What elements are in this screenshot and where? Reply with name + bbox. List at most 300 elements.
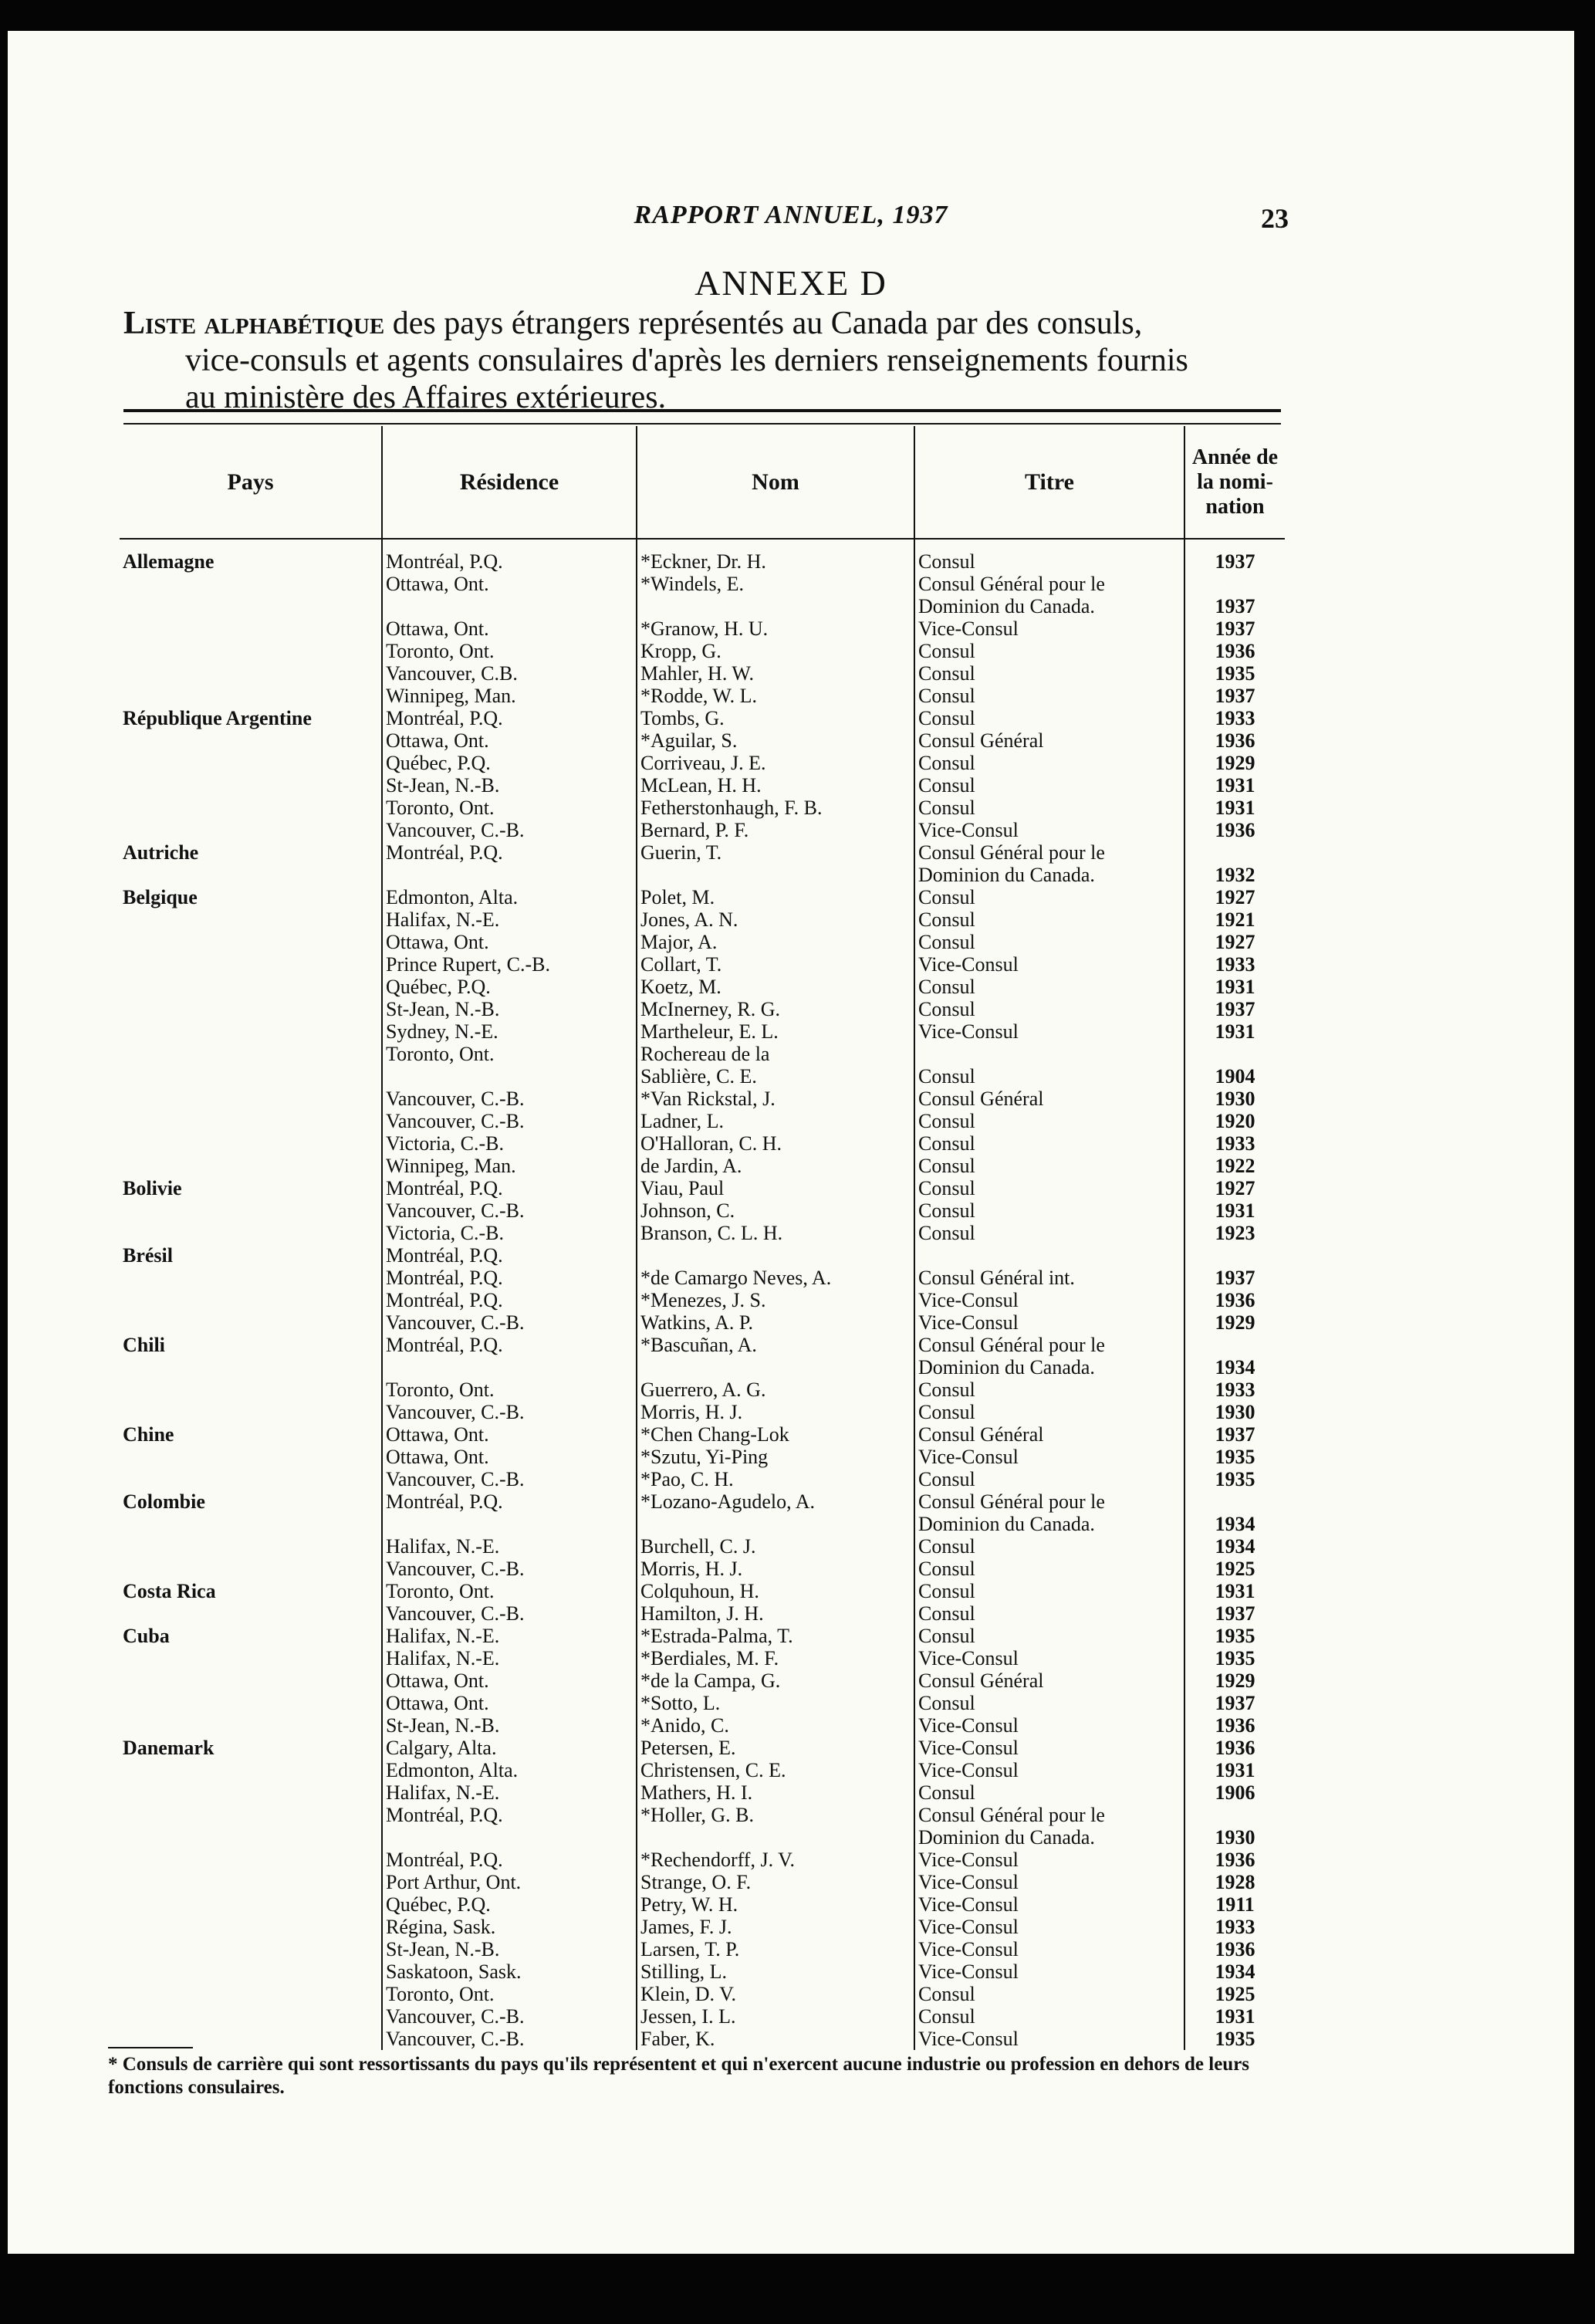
- cell-nom: *Bascuñan, A.: [637, 1334, 914, 1356]
- cell-residence: [382, 595, 637, 617]
- cell-residence: Vancouver, C.-B.: [382, 1468, 637, 1490]
- cell-pays: [120, 1602, 382, 1625]
- cell-titre: Vice-Consul: [914, 1960, 1184, 1983]
- cell-annee: [1184, 573, 1285, 595]
- cell-titre: Consul: [914, 752, 1184, 774]
- cell-nom: Viau, Paul: [637, 1177, 914, 1199]
- cell-nom: Branson, C. L. H.: [637, 1222, 914, 1244]
- cell-titre: Consul: [914, 640, 1184, 662]
- cell-residence: Edmonton, Alta.: [382, 886, 637, 908]
- table-row: [120, 1155, 1285, 1177]
- table-row: [120, 640, 1285, 662]
- cell-nom: [637, 595, 914, 617]
- cell-titre: Vice-Consul: [914, 1020, 1184, 1043]
- table-row: [120, 662, 1285, 685]
- cell-titre: Consul Général pour le: [914, 1334, 1184, 1356]
- cell-residence: Montréal, P.Q.: [382, 1289, 637, 1311]
- cell-annee: 1931: [1184, 1580, 1285, 1602]
- cell-annee: 1923: [1184, 1222, 1285, 1244]
- cell-pays: [120, 1379, 382, 1401]
- cell-nom: Hamilton, J. H.: [637, 1602, 914, 1625]
- cell-titre: Consul Général pour le: [914, 1490, 1184, 1513]
- cell-nom: [637, 864, 914, 886]
- cell-titre: Consul Général int.: [914, 1267, 1184, 1289]
- table-row: [120, 1110, 1285, 1132]
- cell-titre: Consul: [914, 908, 1184, 931]
- cell-annee: 1936: [1184, 640, 1285, 662]
- cell-titre: Consul: [914, 1602, 1184, 1625]
- cell-residence: [382, 1065, 637, 1088]
- cell-pays: [120, 1804, 382, 1826]
- cell-pays: [120, 1960, 382, 1983]
- cell-nom: Tombs, G.: [637, 707, 914, 729]
- cell-nom: Guerin, T.: [637, 841, 914, 864]
- table-row: [120, 2005, 1285, 2028]
- cell-pays: Allemagne: [123, 550, 215, 573]
- cell-titre: Consul: [914, 1535, 1184, 1558]
- cell-titre: Consul Général pour le: [914, 573, 1184, 595]
- table-row: [120, 1020, 1285, 1043]
- cell-pays: [120, 1020, 382, 1043]
- cell-titre: Consul: [914, 976, 1184, 998]
- running-title: RAPPORT ANNUEL, 1937: [634, 201, 948, 229]
- cell-nom: *Windels, E.: [637, 573, 914, 595]
- header-pays: Pays: [120, 426, 382, 539]
- document-page: [8, 31, 1574, 2254]
- cell-residence: Vancouver, C.-B.: [382, 2005, 637, 2028]
- table-row: [120, 841, 1285, 864]
- table-row: [120, 1423, 1285, 1446]
- cell-nom: [637, 1513, 914, 1535]
- cell-annee: 1937: [1184, 1423, 1285, 1446]
- cell-residence: Vancouver, C.-B.: [382, 2028, 637, 2050]
- cell-nom: Petry, W. H.: [637, 1893, 914, 1916]
- cell-annee: 1937: [1184, 595, 1285, 617]
- cell-pays: [120, 1513, 382, 1535]
- table-row: [120, 1334, 1285, 1356]
- cell-annee: 1937: [1184, 1602, 1285, 1625]
- cell-titre: Vice-Consul: [914, 617, 1184, 640]
- table-row: [120, 617, 1285, 640]
- cell-titre: Consul Général pour le: [914, 1804, 1184, 1826]
- table-row: [120, 1826, 1285, 1849]
- cell-annee: 1931: [1184, 774, 1285, 797]
- cell-pays: [120, 1826, 382, 1849]
- cell-pays: [120, 662, 382, 685]
- cell-titre: Vice-Consul: [914, 1759, 1184, 1781]
- table-row: [120, 1132, 1285, 1155]
- table-row: [120, 1759, 1285, 1781]
- cell-pays: [120, 1983, 382, 2005]
- intro-lead: Liste alphabétique: [123, 306, 385, 341]
- cell-residence: [382, 1826, 637, 1849]
- cell-annee: [1184, 1244, 1285, 1267]
- cell-residence: Ottawa, Ont.: [382, 931, 637, 953]
- cell-residence: Winnipeg, Man.: [382, 1155, 637, 1177]
- table-row: [120, 752, 1285, 774]
- cell-nom: Klein, D. V.: [637, 1983, 914, 2005]
- cell-annee: 1930: [1184, 1401, 1285, 1423]
- cell-pays: République Argentine: [123, 707, 312, 729]
- cell-pays: Brésil: [123, 1244, 173, 1267]
- cell-annee: 1922: [1184, 1155, 1285, 1177]
- cell-residence: Vancouver, C.B.: [382, 662, 637, 685]
- cell-annee: 1937: [1184, 1267, 1285, 1289]
- cell-titre: Consul: [914, 1625, 1184, 1647]
- cell-annee: 1936: [1184, 819, 1285, 841]
- cell-nom: [637, 1826, 914, 1849]
- table-row: [120, 595, 1285, 617]
- cell-nom: *Anido, C.: [637, 1714, 914, 1737]
- cell-nom: Watkins, A. P.: [637, 1311, 914, 1334]
- table-row: [120, 1535, 1285, 1558]
- cell-annee: 1911: [1184, 1893, 1285, 1916]
- cell-residence: Edmonton, Alta.: [382, 1759, 637, 1781]
- cell-annee: 1937: [1184, 550, 1285, 573]
- cell-nom: *Chen Chang-Lok: [637, 1423, 914, 1446]
- cell-nom: Mathers, H. I.: [637, 1781, 914, 1804]
- cell-annee: 1933: [1184, 1916, 1285, 1938]
- table-row: [120, 1849, 1285, 1871]
- cell-residence: St-Jean, N.-B.: [382, 774, 637, 797]
- table-row: [120, 1289, 1285, 1311]
- cell-annee: 1931: [1184, 797, 1285, 819]
- cell-residence: Montréal, P.Q.: [382, 707, 637, 729]
- cell-nom: *Lozano-Agudelo, A.: [637, 1490, 914, 1513]
- cell-annee: [1184, 1490, 1285, 1513]
- intro-paragraph: [123, 305, 1289, 416]
- cell-pays: Danemark: [123, 1737, 215, 1759]
- table-row: [120, 573, 1285, 595]
- cell-nom: Strange, O. F.: [637, 1871, 914, 1893]
- cell-annee: 1930: [1184, 1826, 1285, 1849]
- table-row: [120, 729, 1285, 752]
- cell-annee: 1935: [1184, 1647, 1285, 1669]
- cell-pays: Autriche: [123, 841, 199, 864]
- cell-pays: [120, 1849, 382, 1871]
- intro-line-2: vice-consuls et agents consulaires d'après les derniers renseignements fournis: [185, 343, 1188, 378]
- cell-residence: Vancouver, C.-B.: [382, 1110, 637, 1132]
- cell-nom: Sablière, C. E.: [637, 1065, 914, 1088]
- cell-nom: de Jardin, A.: [637, 1155, 914, 1177]
- cell-nom: *Menezes, J. S.: [637, 1289, 914, 1311]
- cell-titre: Vice-Consul: [914, 1647, 1184, 1669]
- cell-annee: [1184, 1043, 1285, 1065]
- cell-pays: [120, 1155, 382, 1177]
- cell-nom: Corriveau, J. E.: [637, 752, 914, 774]
- cell-titre: Consul: [914, 1379, 1184, 1401]
- page-header: [8, 201, 1574, 247]
- cell-residence: Montréal, P.Q.: [382, 1177, 637, 1199]
- cell-titre: Dominion du Canada.: [914, 1826, 1184, 1849]
- cell-titre: Vice-Consul: [914, 953, 1184, 976]
- cell-nom: Koetz, M.: [637, 976, 914, 998]
- cell-annee: 1929: [1184, 1669, 1285, 1692]
- cell-pays: [120, 1401, 382, 1423]
- cell-titre: Consul: [914, 1132, 1184, 1155]
- cell-nom: [637, 1244, 914, 1267]
- cell-nom: Ladner, L.: [637, 1110, 914, 1132]
- cell-annee: 1934: [1184, 1960, 1285, 1983]
- cell-annee: 1920: [1184, 1110, 1285, 1132]
- cell-residence: Montréal, P.Q.: [382, 1334, 637, 1356]
- cell-nom: *Aguilar, S.: [637, 729, 914, 752]
- cell-pays: [120, 573, 382, 595]
- cell-annee: 1935: [1184, 1446, 1285, 1468]
- table-row: [120, 1446, 1285, 1468]
- cell-titre: Dominion du Canada.: [914, 595, 1184, 617]
- cell-nom: McInerney, R. G.: [637, 998, 914, 1020]
- cell-annee: 1936: [1184, 1849, 1285, 1871]
- cell-annee: 1928: [1184, 1871, 1285, 1893]
- cell-annee: 1931: [1184, 976, 1285, 998]
- cell-pays: [120, 1289, 382, 1311]
- cell-titre: Vice-Consul: [914, 1938, 1184, 1960]
- cell-nom: *Van Rickstal, J.: [637, 1088, 914, 1110]
- cell-titre: Dominion du Canada.: [914, 1513, 1184, 1535]
- cell-residence: Halifax, N.-E.: [382, 1781, 637, 1804]
- cell-residence: Montréal, P.Q.: [382, 841, 637, 864]
- cell-residence: Montréal, P.Q.: [382, 1490, 637, 1513]
- cell-nom: *Szutu, Yi-Ping: [637, 1446, 914, 1468]
- cell-nom: Mahler, H. W.: [637, 662, 914, 685]
- cell-residence: Winnipeg, Man.: [382, 685, 637, 707]
- header-residence: Résidence: [382, 426, 637, 539]
- cell-nom: Kropp, G.: [637, 640, 914, 662]
- cell-annee: 1937: [1184, 998, 1285, 1020]
- cell-pays: [120, 1043, 382, 1065]
- cell-nom: Collart, T.: [637, 953, 914, 976]
- table-row: [120, 1222, 1285, 1244]
- cell-nom: *Rodde, W. L.: [637, 685, 914, 707]
- cell-nom: *de la Campa, G.: [637, 1669, 914, 1692]
- cell-residence: [382, 1513, 637, 1535]
- cell-annee: 1933: [1184, 1379, 1285, 1401]
- cell-pays: [120, 1871, 382, 1893]
- cell-residence: Victoria, C.-B.: [382, 1132, 637, 1155]
- cell-annee: 1927: [1184, 931, 1285, 953]
- cell-pays: [120, 1759, 382, 1781]
- cell-residence: Saskatoon, Sask.: [382, 1960, 637, 1983]
- cell-annee: 1937: [1184, 1692, 1285, 1714]
- cell-pays: [120, 908, 382, 931]
- cell-nom: *Pao, C. H.: [637, 1468, 914, 1490]
- cell-pays: [120, 729, 382, 752]
- cell-nom: Faber, K.: [637, 2028, 914, 2050]
- cell-titre: Consul: [914, 550, 1184, 573]
- cell-pays: [120, 1199, 382, 1222]
- cell-pays: [120, 1916, 382, 1938]
- table-row: [120, 774, 1285, 797]
- table-row: [120, 1737, 1285, 1759]
- table-row: [120, 1244, 1285, 1267]
- cell-residence: Victoria, C.-B.: [382, 1222, 637, 1244]
- cell-annee: 1927: [1184, 1177, 1285, 1199]
- cell-pays: [120, 1222, 382, 1244]
- cell-nom: *Estrada-Palma, T.: [637, 1625, 914, 1647]
- cell-annee: 1931: [1184, 1199, 1285, 1222]
- cell-titre: Consul Général: [914, 1669, 1184, 1692]
- cell-nom: Stilling, L.: [637, 1960, 914, 1983]
- cell-titre: Vice-Consul: [914, 1289, 1184, 1311]
- cell-titre: Consul: [914, 1222, 1184, 1244]
- cell-residence: Halifax, N.-E.: [382, 1625, 637, 1647]
- cell-annee: 1930: [1184, 1088, 1285, 1110]
- cell-annee: 1931: [1184, 2005, 1285, 2028]
- cell-nom: Colquhoun, H.: [637, 1580, 914, 1602]
- cell-titre: Dominion du Canada.: [914, 1356, 1184, 1379]
- cell-nom: *de Camargo Neves, A.: [637, 1267, 914, 1289]
- cell-residence: Vancouver, C.-B.: [382, 1199, 637, 1222]
- cell-pays: [120, 1535, 382, 1558]
- cell-residence: St-Jean, N.-B.: [382, 998, 637, 1020]
- cell-residence: [382, 864, 637, 886]
- table-row: [120, 1490, 1285, 1513]
- table-spacer-row: [120, 539, 1285, 550]
- cell-residence: St-Jean, N.-B.: [382, 1714, 637, 1737]
- cell-residence: Toronto, Ont.: [382, 797, 637, 819]
- cell-annee: 1936: [1184, 1714, 1285, 1737]
- cell-nom: Guerrero, A. G.: [637, 1379, 914, 1401]
- table-row: [120, 1043, 1285, 1065]
- intro-line-1-text: des pays étrangers représentés au Canada par des consuls,: [384, 306, 1143, 341]
- cell-pays: [120, 685, 382, 707]
- cell-residence: Toronto, Ont.: [382, 1580, 637, 1602]
- cell-pays: [120, 1132, 382, 1155]
- cell-annee: 1933: [1184, 707, 1285, 729]
- cell-residence: Montréal, P.Q.: [382, 550, 637, 573]
- cell-pays: [120, 1065, 382, 1088]
- cell-pays: [120, 1468, 382, 1490]
- cell-nom: Polet, M.: [637, 886, 914, 908]
- cell-annee: 1927: [1184, 886, 1285, 908]
- cell-titre: Vice-Consul: [914, 1311, 1184, 1334]
- cell-pays: Bolivie: [123, 1177, 182, 1199]
- cell-annee: 1935: [1184, 1625, 1285, 1647]
- cell-titre: Consul Général: [914, 1088, 1184, 1110]
- cell-annee: 1931: [1184, 1759, 1285, 1781]
- cell-nom: *Berdiales, M. F.: [637, 1647, 914, 1669]
- cell-annee: 1931: [1184, 1020, 1285, 1043]
- table-row: [120, 819, 1285, 841]
- cell-residence: Vancouver, C.-B.: [382, 1088, 637, 1110]
- cell-nom: Morris, H. J.: [637, 1401, 914, 1423]
- cell-titre: Consul: [914, 1065, 1184, 1088]
- cell-residence: Toronto, Ont.: [382, 1043, 637, 1065]
- cell-residence: Toronto, Ont.: [382, 1983, 637, 2005]
- consuls-table: [120, 426, 1285, 2050]
- cell-pays: Costa Rica: [123, 1580, 216, 1602]
- table-row: [120, 1580, 1285, 1602]
- cell-titre: Consul: [914, 2005, 1184, 2028]
- cell-nom: Morris, H. J.: [637, 1558, 914, 1580]
- header-annee: Année de la nomi- nation: [1184, 426, 1285, 539]
- cell-annee: 1937: [1184, 685, 1285, 707]
- intro-line-3: au ministère des Affaires extérieures.: [185, 380, 667, 415]
- cell-residence: Ottawa, Ont.: [382, 729, 637, 752]
- cell-nom: Rochereau de la: [637, 1043, 914, 1065]
- cell-nom: Martheleur, E. L.: [637, 1020, 914, 1043]
- cell-annee: 1934: [1184, 1513, 1285, 1535]
- cell-annee: 1936: [1184, 1289, 1285, 1311]
- table-row: [120, 1558, 1285, 1580]
- cell-nom: Christensen, C. E.: [637, 1759, 914, 1781]
- cell-annee: 1929: [1184, 1311, 1285, 1334]
- cell-pays: [120, 797, 382, 819]
- cell-titre: Consul: [914, 931, 1184, 953]
- cell-pays: [120, 1893, 382, 1916]
- cell-titre: Dominion du Canada.: [914, 864, 1184, 886]
- table-row: [120, 1647, 1285, 1669]
- cell-residence: [382, 1356, 637, 1379]
- cell-nom: Burchell, C. J.: [637, 1535, 914, 1558]
- cell-titre: Consul: [914, 685, 1184, 707]
- cell-titre: Vice-Consul: [914, 1916, 1184, 1938]
- cell-annee: 1906: [1184, 1781, 1285, 1804]
- table-row: [120, 1088, 1285, 1110]
- table-row: [120, 685, 1285, 707]
- cell-residence: Montréal, P.Q.: [382, 1244, 637, 1267]
- cell-pays: [120, 774, 382, 797]
- cell-titre: Vice-Consul: [914, 1714, 1184, 1737]
- cell-pays: [120, 1267, 382, 1289]
- table-row: [120, 550, 1285, 573]
- table-row: [120, 1916, 1285, 1938]
- cell-annee: 1929: [1184, 752, 1285, 774]
- cell-nom: *Sotto, L.: [637, 1692, 914, 1714]
- cell-nom: *Rechendorff, J. V.: [637, 1849, 914, 1871]
- cell-pays: [120, 819, 382, 841]
- annex-title: ANNEXE D: [694, 263, 887, 303]
- cell-pays: [120, 1356, 382, 1379]
- cell-residence: Halifax, N.-E.: [382, 1647, 637, 1669]
- cell-pays: [120, 953, 382, 976]
- cell-titre: Consul: [914, 1580, 1184, 1602]
- cell-residence: Québec, P.Q.: [382, 1893, 637, 1916]
- cell-pays: [120, 595, 382, 617]
- cell-titre: Consul: [914, 1468, 1184, 1490]
- cell-residence: Régina, Sask.: [382, 1916, 637, 1938]
- cell-residence: Québec, P.Q.: [382, 752, 637, 774]
- cell-pays: [120, 864, 382, 886]
- table-body: [120, 539, 1285, 2050]
- cell-annee: 1937: [1184, 617, 1285, 640]
- cell-pays: [120, 1311, 382, 1334]
- table-row: [120, 1960, 1285, 1983]
- cell-annee: 1932: [1184, 864, 1285, 886]
- cell-residence: Vancouver, C.-B.: [382, 1602, 637, 1625]
- table-row: [120, 886, 1285, 908]
- cell-residence: Vancouver, C.-B.: [382, 1311, 637, 1334]
- cell-annee: 1904: [1184, 1065, 1285, 1088]
- cell-nom: *Granow, H. U.: [637, 617, 914, 640]
- table-row: [120, 707, 1285, 729]
- cell-titre: Consul: [914, 1155, 1184, 1177]
- cell-titre: Vice-Consul: [914, 1871, 1184, 1893]
- cell-titre: Consul Général: [914, 1423, 1184, 1446]
- table-row: [120, 1513, 1285, 1535]
- table-row: [120, 1602, 1285, 1625]
- cell-residence: Vancouver, C.-B.: [382, 819, 637, 841]
- cell-pays: [120, 752, 382, 774]
- cell-residence: Toronto, Ont.: [382, 1379, 637, 1401]
- cell-residence: Ottawa, Ont.: [382, 1423, 637, 1446]
- cell-nom: Jessen, I. L.: [637, 2005, 914, 2028]
- cell-pays: Chine: [123, 1423, 174, 1446]
- cell-annee: 1936: [1184, 1938, 1285, 1960]
- cell-residence: Montréal, P.Q.: [382, 1267, 637, 1289]
- cell-pays: Colombie: [123, 1490, 205, 1513]
